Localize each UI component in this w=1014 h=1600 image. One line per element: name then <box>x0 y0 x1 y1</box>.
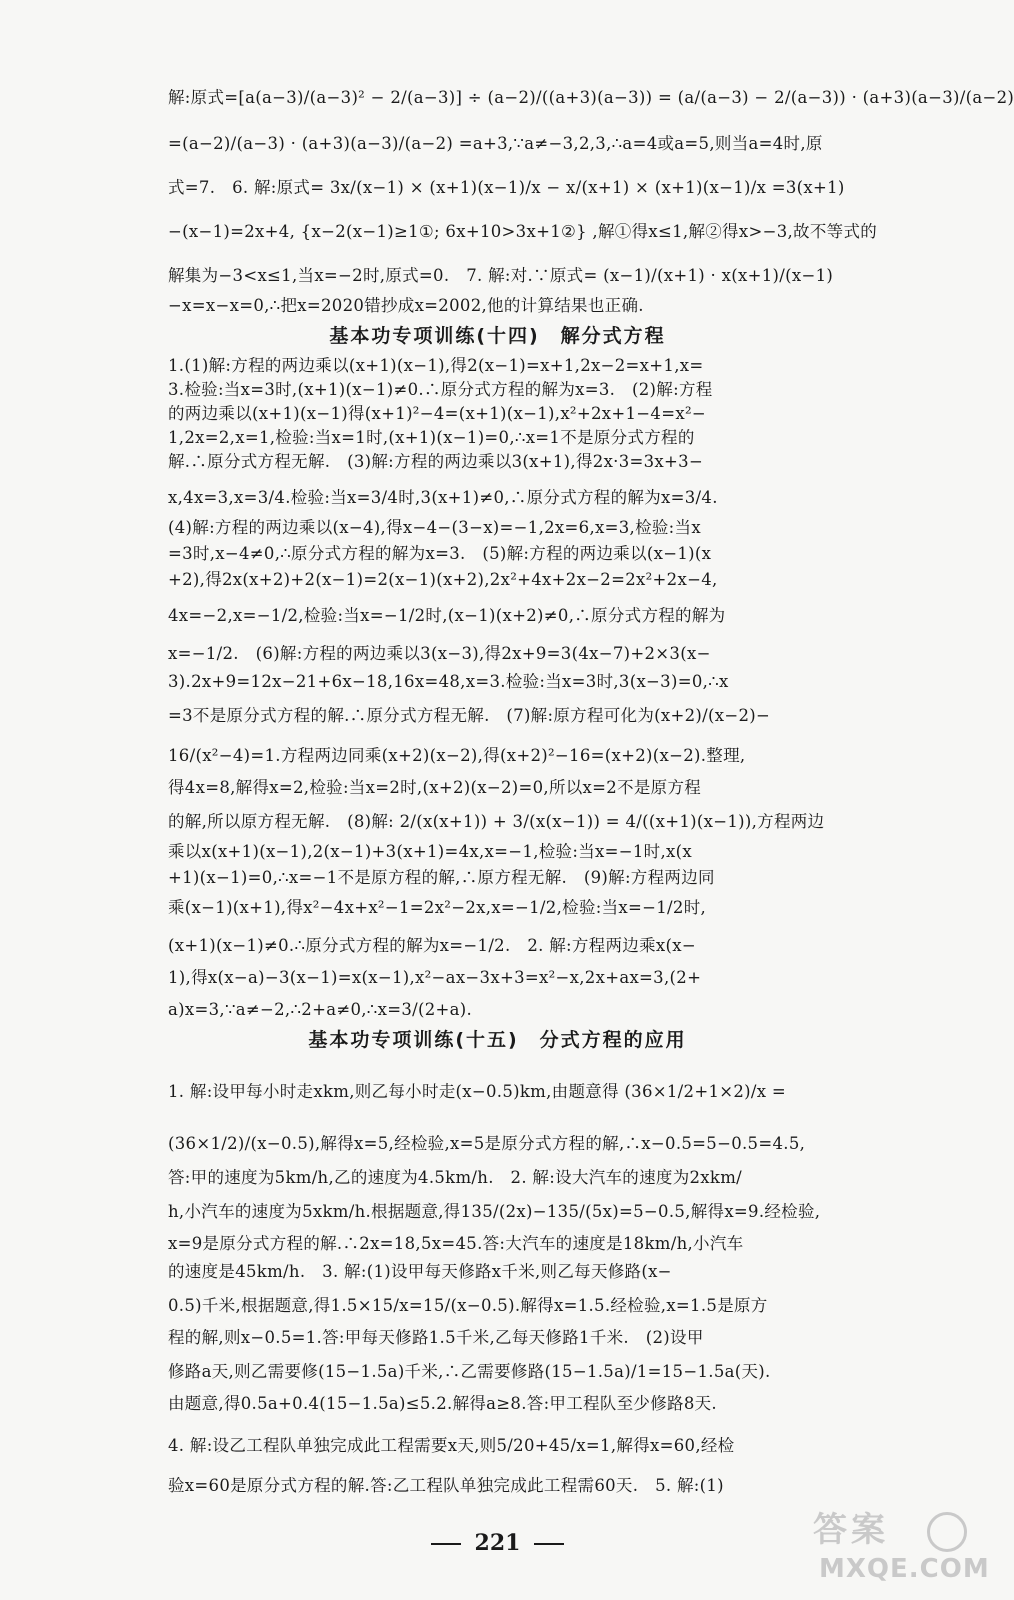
section-heading-15: 基本功专项训练(十五) 分式方程的应用 <box>308 1029 687 1051</box>
text-line: 式=7. 6. 解:原式= 3x/(x−1) × (x+1)(x−1)/x − x/(x+1) × (x+1)(x−1)/x =3(x+1) <box>168 178 845 197</box>
text-line: −x=x−x=0,∴把x=2020错抄成x=2002,他的计算结果也正确. <box>168 296 644 315</box>
text-line: 的两边乘以(x+1)(x−1)得(x+1)²−4=(x+1)(x−1),x²+2x+1−4=x²− <box>168 404 706 423</box>
text-line: 程的解,则x−0.5=1.答:甲每天修路1.5千米,乙每天修路1千米. (2)设甲 <box>168 1328 704 1347</box>
watermark-ring-icon <box>927 1512 967 1552</box>
text-line: 4. 解:设乙工程队单独完成此工程需要x天,则5/20+45/x=1,解得x=60,经检 <box>168 1436 735 1455</box>
text-line: +2),得2x(x+2)+2(x−1)=2(x−1)(x+2),2x²+4x+2x−2=2x²+2x−4, <box>168 570 718 589</box>
text-line: h,小汽车的速度为5xkm/h.根据题意,得135/(2x)−135/(5x)=5−0.5,解得x=9.经检验, <box>168 1202 821 1221</box>
text-line: 解集为−3<x≤1,当x=−2时,原式=0. 7. 解:对.∵原式= (x−1)/(x+1) · x(x+1)/(x−1) <box>168 266 834 285</box>
section-heading-14: 基本功专项训练(十四) 解分式方程 <box>329 325 666 347</box>
text-line: 乘以x(x+1)(x−1),2(x−1)+3(x+1)=4x,x=−1,检验:当x=−1时,x(x <box>168 842 692 861</box>
text-line: (36×1/2)/(x−0.5),解得x=5,经检验,x=5是原分式方程的解,∴x−0.5=5−0.5=4.5, <box>168 1134 806 1153</box>
page-number-text: 221 <box>474 1530 521 1556</box>
text-line: 答:甲的速度为5km/h,乙的速度为4.5km/h. 2. 解:设大汽车的速度为2xkm/ <box>168 1168 742 1187</box>
text-line: =3不是原分式方程的解.∴原分式方程无解. (7)解:原方程可化为(x+2)/(x−2)− <box>168 706 771 725</box>
text-line: =3时,x−4≠0,∴原分式方程的解为x=3. (5)解:方程的两边乘以(x−1)(x <box>168 544 712 563</box>
text-line: 由题意,得0.5a+0.4(15−1.5a)≤5.2.解得a≥8.答:甲工程队至少修路8天. <box>168 1394 717 1413</box>
watermark-logo <box>813 1510 990 1590</box>
text-line: +1)(x−1)=0,∴x=−1不是原方程的解,∴原方程无解. (9)解:方程两边同 <box>168 868 715 887</box>
text-line: 解:原式=[a(a−3)/(a−3)² − 2/(a−3)] ÷ (a−2)/((a+3)(a−3)) = (a/(a−3) − 2/(a−3)) · (a+3)(a−3)/(a−2) <box>168 88 1014 107</box>
dash-right <box>534 1543 564 1545</box>
text-line: a)x=3,∵a≠−2,∴2+a≠0,∴x=3/(2+a). <box>168 1000 473 1019</box>
dash-left <box>431 1543 461 1545</box>
text-line: =(a−2)/(a−3) · (a+3)(a−3)/(a−2) =a+3,∵a≠−3,2,3,∴a=4或a=5,则当a=4时,原 <box>168 134 823 153</box>
text-line: −(x−1)=2x+4, {x−2(x−1)≥1①; 6x+10>3x+1②} ,解①得x≤1,解②得x>−3,故不等式的 <box>168 222 878 241</box>
text-line: (4)解:方程的两边乘以(x−4),得x−4−(3−x)=−1,2x=6,x=3,检验:当x <box>168 518 701 537</box>
text-line: 1.(1)解:方程的两边乘以(x+1)(x−1),得2(x−1)=x+1,2x−2=x+1,x= <box>168 356 704 375</box>
text-line: 修路a天,则乙需要修(15−1.5a)千米,∴乙需要修路(15−1.5a)/1=15−1.5a(天). <box>168 1362 771 1381</box>
text-line: 1),得x(x−a)−3(x−1)=x(x−1),x²−ax−3x+3=x²−x,2x+ax=3,(2+ <box>168 968 702 987</box>
text-line: 解.∴原分式方程无解. (3)解:方程的两边乘以3(x+1),得2x·3=3x+3− <box>168 452 704 471</box>
text-line: 0.5)千米,根据题意,得1.5×15/x=15/(x−0.5).解得x=1.5.经检验,x=1.5是原方 <box>168 1296 768 1315</box>
text-line: 验x=60是原分式方程的解.答:乙工程队单独完成此工程需60天. 5. 解:(1) <box>168 1476 724 1495</box>
text-line: 的速度是45km/h. 3. 解:(1)设甲每天修路x千米,则乙每天修路(x− <box>168 1262 672 1281</box>
text-line: 乘(x−1)(x+1),得x²−4x+x²−1=2x²−2x,x=−1/2,检验:当x=−1/2时, <box>168 898 707 917</box>
text-line: 3.检验:当x=3时,(x+1)(x−1)≠0.∴原分式方程的解为x=3. (2)解:方程 <box>168 380 713 399</box>
text-line: x=9是原分式方程的解.∴2x=18,5x=45.答:大汽车的速度是18km/h,小汽车 <box>168 1234 744 1253</box>
text-line: (x+1)(x−1)≠0.∴原分式方程的解为x=−1/2. 2. 解:方程两边乘x(x− <box>168 936 696 955</box>
text-line: x,4x=3,x=3/4.检验:当x=3/4时,3(x+1)≠0,∴原分式方程的解为x=3/4. <box>168 488 718 507</box>
text-line: 1. 解:设甲每小时走xkm,则乙每小时走(x−0.5)km,由题意得 (36×1/2+1×2)/x = <box>168 1082 787 1101</box>
text-line: 16/(x²−4)=1.方程两边同乘(x+2)(x−2),得(x+2)²−16=(x+2)(x−2).整理, <box>168 746 746 765</box>
watermark-mark: 答案 <box>813 1510 889 1550</box>
text-line: 得4x=8,解得x=2,检验:当x=2时,(x+2)(x−2)=0,所以x=2不是原方程 <box>168 778 702 797</box>
text-line: 3).2x+9=12x−21+6x−18,16x=48,x=3.检验:当x=3时,3(x−3)=0,∴x <box>168 672 729 691</box>
text-line: 4x=−2,x=−1/2,检验:当x=−1/2时,(x−1)(x+2)≠0,∴原分式方程的解为 <box>168 606 726 625</box>
text-line: x=−1/2. (6)解:方程的两边乘以3(x−3),得2x+9=3(4x−7)+2×3(x− <box>168 644 711 663</box>
watermark-site: MXQE.COM <box>819 1554 990 1584</box>
text-line: 1,2x=2,x=1,检验:当x=1时,(x+1)(x−1)=0,∴x=1不是原分式方程的 <box>168 428 695 447</box>
text-line: 的解,所以原方程无解. (8)解: 2/(x(x+1)) + 3/(x(x−1)) = 4/((x+1)(x−1)),方程两边 <box>168 812 825 831</box>
